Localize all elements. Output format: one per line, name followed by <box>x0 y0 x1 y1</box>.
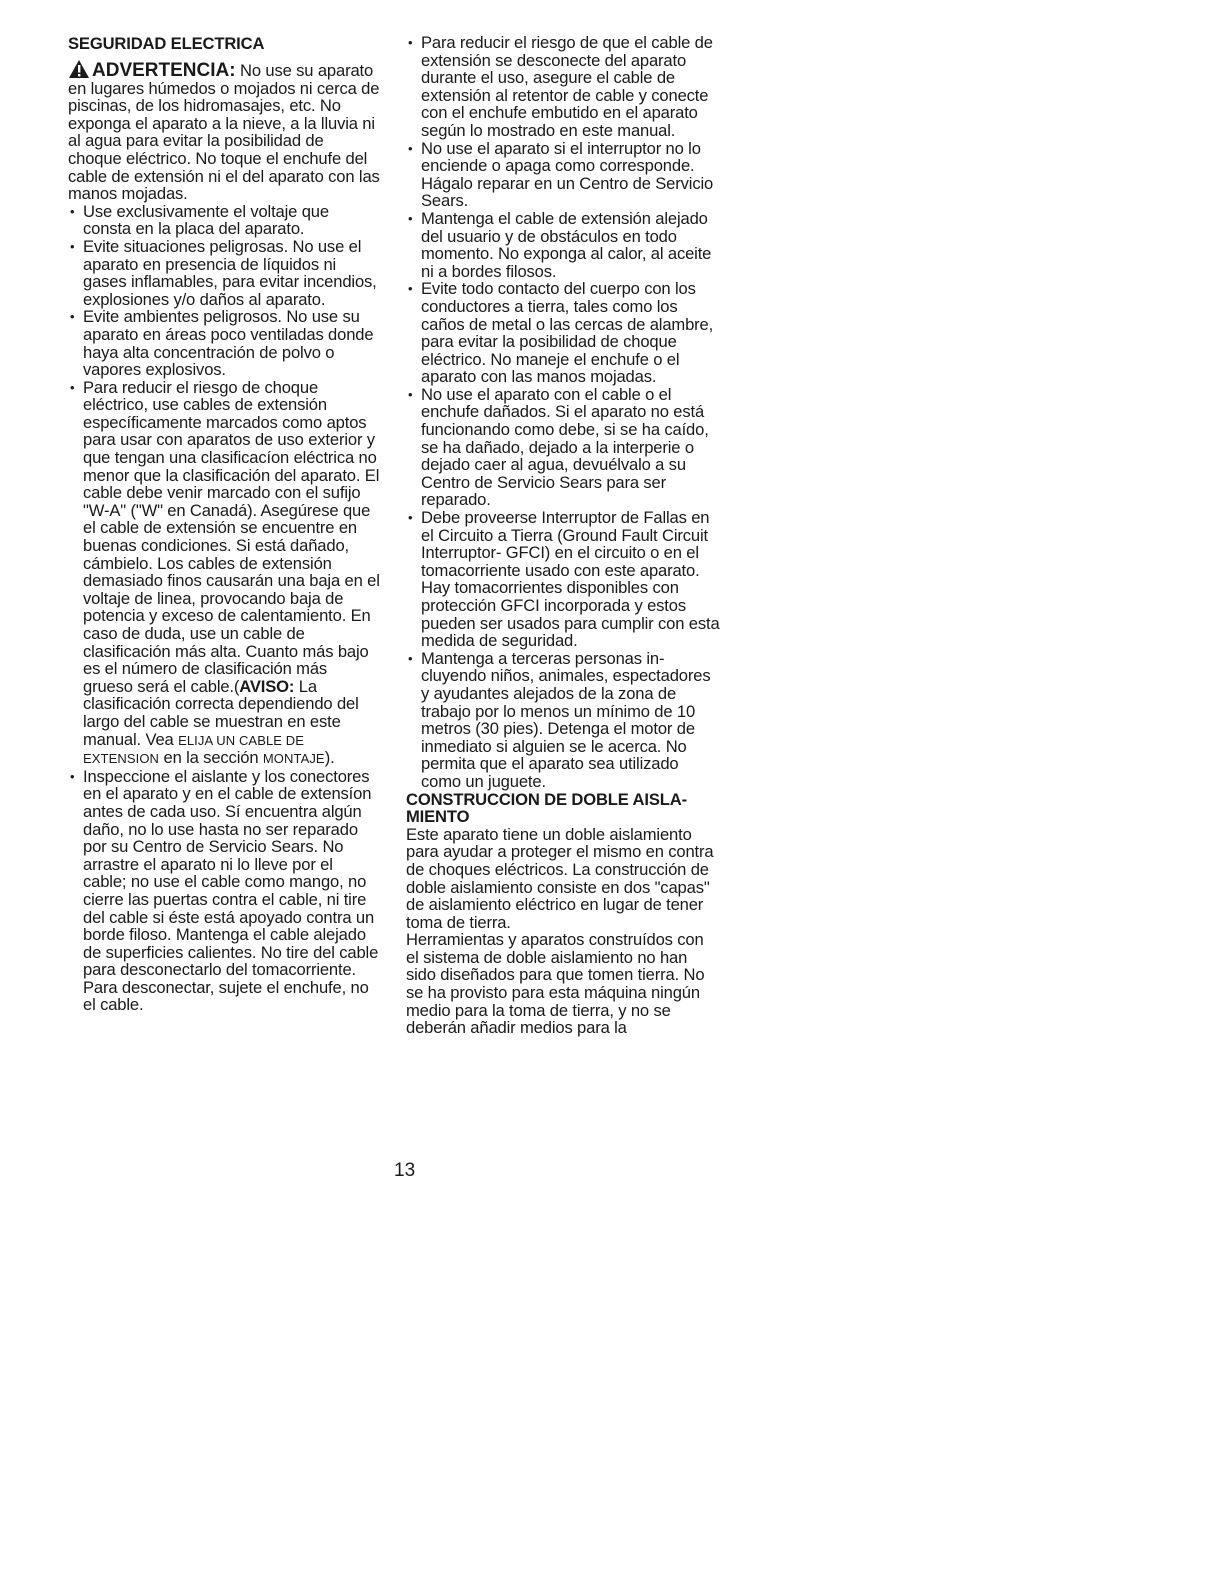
cable-text-mid: en la sección <box>159 748 263 768</box>
list-item: • Inspeccione el aislante y los conectores en el aparato y en el cable de extensíon antes de cada uso. Sí encuentra algún daño, no lo use hasta no ser reparado por su Centro de Servicio Sears. No arrastre el aparato ni lo lleve por el cable; no use el cable como mango, no cierre las puertas contra el cable, ni tire del cable si éste está apoyado contra un borde filoso. Mantenga el cable alejado de superficies calientes. No tire del cable para desconectarlo del tomacorriente. Para desconectar, sujete el enchufe, no el cable. <box>68 768 380 1014</box>
list-item: • Para reducir el riesgo de que el cable de extensión se desconecte del aparato durante el uso, asegure el cable de extensión al retentor de cable y conecte con el enchufe embutido en el aparato según lo mostrado en este manual. <box>406 34 720 140</box>
list-item: • Evite ambientes peligrosos. No use su aparato en áreas poco ventiladas donde haya alta concentración de polvo o vapores explosivos. <box>68 308 380 378</box>
safety-list-left <box>68 203 380 1014</box>
cable-text-after: La clasificación correcta dependiendo del largo del cable se muestran en este manual. Vea <box>83 676 359 749</box>
list-item: • No use el aparato con el cable o el enchufe dañados. Si el aparato no está funcionando como debe, si se ha caído, se ha dañado, dejado a la interperie o dejado caer al agua, devuélvalo a su Centro de Servicio Sears para ser reparado. <box>406 386 720 509</box>
list-item: • Mantenga el cable de extensión alejado del usuario y de obstáculos en todo momento. No exponga al calor, al aceite ni a bordes filosos. <box>406 210 720 280</box>
page-number: 13 <box>394 1160 416 1181</box>
list-item: • No use el aparato si el interruptor no lo enciende o apaga como corresponde. Hágalo reparar en un Centro de Servicio Sears. <box>406 140 720 210</box>
list-item: • Mantenga a terceras personas incluyendo niños, animales, espectadores y ayudantes alejados de la zona de trabajo por lo menos un mínimo de 10 metros (30 pies). Detenga el motor de inmediato si alguien se le acerca. No permita que el aparato sea utilizado como un juguete. <box>406 650 720 791</box>
list-item: • Evite todo contacto del cuerpo con los conductores a tierra, tales como los caños de metal o las cercas de alambre, para evitar la posibilidad de choque eléctrico. No maneje el enchufe o el aparato con las manos mojadas. <box>406 280 720 386</box>
paragraph: Herramientas y aparatos construídos con el sistema de doble aislamiento no han sido diseñados para que tomen tierra. No se ha provisto para esta máquina ningún medio para la toma de tierra, y no se deberán añadir medios para la <box>406 930 705 1038</box>
montaje-reference: MONTAJE <box>262 751 325 767</box>
left-column <box>68 34 380 1014</box>
list-item: • Evite situaciones peligrosas. No use el aparato en presencia de líquidos ni gases inflamables, para evitar incendios, explosiones y/o daños al aparato. <box>68 238 380 308</box>
section-heading-electrical-safety: SEGURIDAD ELECTRICA <box>68 34 265 53</box>
aviso-label: AVISO: <box>239 676 295 696</box>
warning-text: No use su aparato en lugares húmedos o mojados ni cerca de piscinas, de los hidromasajes, etc. No exponga el aparato a la nieve, a la lluvia ni al agua para evitar la posibilidad de choque eléctrico. No toque el enchufe del cable de extensión ni el del aparato con las manos mojadas. <box>68 61 380 204</box>
warning-triangle-icon <box>68 59 90 79</box>
list-item: • Use exclusivamente el voltaje que consta en la placa del aparato. <box>68 203 380 238</box>
warning-paragraph <box>68 59 380 203</box>
section-reference: ELIJA UN CABLE DE EXTENSION <box>83 732 305 767</box>
paragraph: Este aparato tiene un doble aislamiento para ayudar a proteger el mismo en contra de choques eléctricos. La construcción de doble aislamiento consiste en dos "capas" de aislamiento eléctrico en lugar de tener toma de tierra. <box>406 824 714 932</box>
cable-text-end: ). <box>324 748 335 768</box>
warning-label: ADVERTENCIA: <box>92 60 236 81</box>
safety-list-right <box>406 34 720 791</box>
list-item: • Debe proveerse Interruptor de Fallas en el Circuito a Tierra (Ground Fault Circuit Interruptor- GFCI) en el circuito o en el tomacorriente usado con este aparato. Hay tomacorrientes disponibles con protección GFCI incorporada y estos pueden ser usados para cumplir con esta medida de seguridad. <box>406 509 720 650</box>
right-column <box>406 34 720 1037</box>
section-heading-double-insulation: CONSTRUCCION DE DOBLE AISLAMIENTO <box>406 789 688 827</box>
list-item-extension-cable <box>68 379 380 768</box>
cable-text: Para reducir el riesgo de choque eléctrico, use cables de extensión específicamente marcados como aptos para usar con aparatos de uso exterior y que tengan una clasificacíon eléctrica no menor que la clasificación del aparato. El cable debe venir marcado con el sufijo "W-A" ("W" en Canadá). Asegúrese que el cable de extensión se encuentre en buenas condiciones. Si está dañado, cámbielo. Los cables de extensión demasiado finos causarán una baja en el voltaje de linea, provocando baja de potencia y exceso de calentamiento. En caso de duda, use un cable de clasificación más alta. Cuanto más bajo es el número de clasificación más grueso será el cable.( <box>83 377 380 696</box>
